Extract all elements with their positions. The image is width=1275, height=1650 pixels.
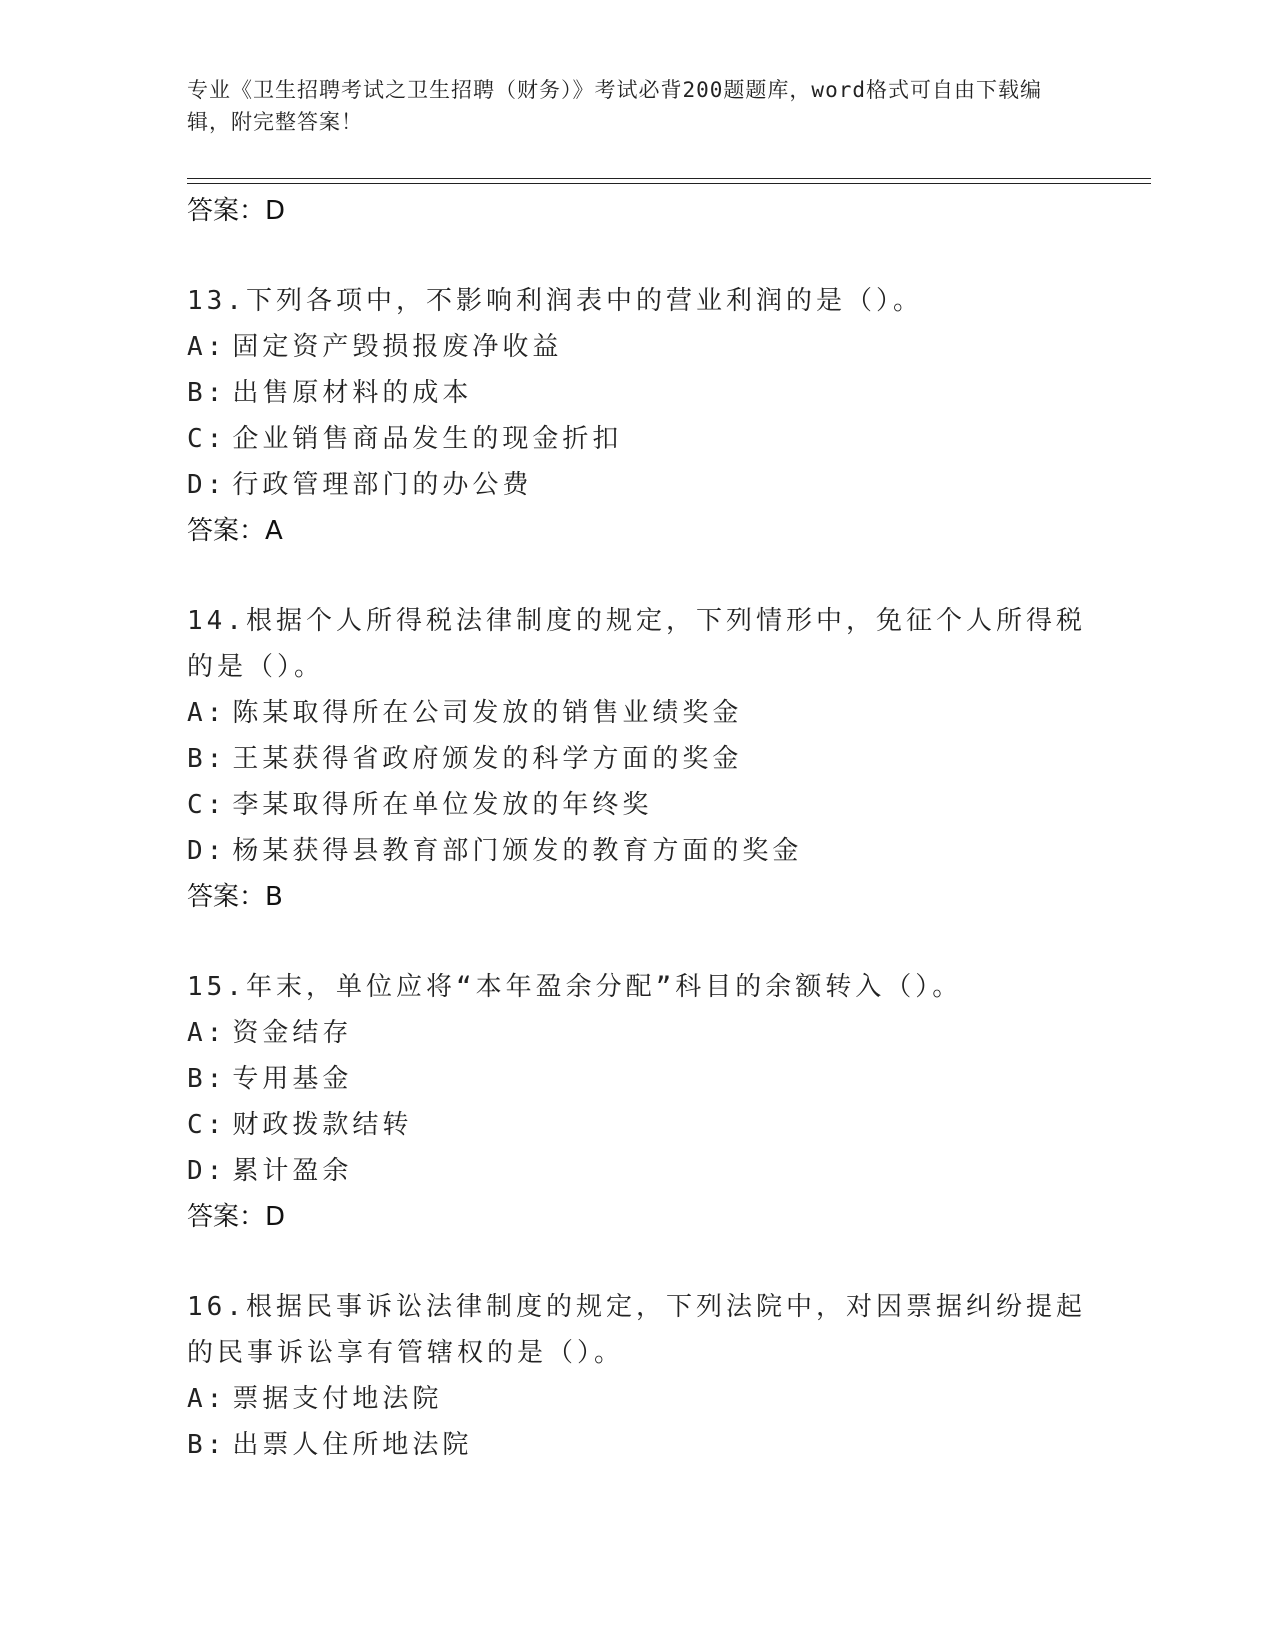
option-letter: B:	[187, 1430, 227, 1460]
option-c	[187, 782, 1151, 828]
option-letter: B:	[187, 378, 227, 408]
option-letter: A:	[187, 698, 227, 728]
option-text: 固定资产毁损报废净收益	[232, 332, 563, 362]
question-text: 14.根据个人所得税法律制度的规定，下列情形中，免征个人所得税的是（）。	[187, 606, 1086, 682]
question-list	[187, 188, 1151, 1468]
option-letter: D:	[187, 470, 227, 500]
option-letter: B:	[187, 744, 227, 774]
option-text: 行政管理部门的办公费	[232, 470, 533, 500]
option-b	[187, 736, 1151, 782]
option-text: 累计盈余	[232, 1156, 353, 1186]
option-a	[187, 324, 1151, 370]
option-letter: C:	[187, 1110, 227, 1140]
option-letter: D:	[187, 1156, 227, 1186]
option-text: 企业销售商品发生的现金折扣	[232, 424, 623, 454]
option-text: 杨某获得县教育部门颁发的教育方面的奖金	[232, 836, 803, 866]
answer-line: 答案：D	[187, 1202, 286, 1232]
option-text: 李某取得所在单位发放的年终奖	[232, 790, 653, 820]
option-a	[187, 1010, 1151, 1056]
option-letter: A:	[187, 1384, 227, 1414]
option-text: 出票人住所地法院	[232, 1430, 473, 1460]
document-header: 专业《卫生招聘考试之卫生招聘（财务）》考试必背200题题库，word格式可自由下载编辑，附完整答案！	[187, 78, 1042, 134]
option-d	[187, 828, 1151, 874]
answer-line: 答案：D	[187, 196, 286, 226]
option-text: 出售原材料的成本	[232, 378, 473, 408]
option-b	[187, 1056, 1151, 1102]
question-block	[187, 1284, 1151, 1468]
option-letter: D:	[187, 836, 227, 866]
option-a	[187, 690, 1151, 736]
option-b	[187, 1422, 1151, 1468]
option-b	[187, 370, 1151, 416]
option-c	[187, 1102, 1151, 1148]
question-text: 15.年末，单位应将“本年盈余分配”科目的余额转入（）。	[187, 972, 963, 1002]
answer-line: 答案：A	[187, 516, 283, 546]
option-text: 票据支付地法院	[232, 1384, 443, 1414]
header-divider-top	[187, 178, 1151, 179]
option-letter: A:	[187, 332, 227, 362]
option-a	[187, 1376, 1151, 1422]
option-text: 王某获得省政府颁发的科学方面的奖金	[232, 744, 743, 774]
option-letter: B:	[187, 1064, 227, 1094]
option-text: 陈某取得所在公司发放的销售业绩奖金	[232, 698, 743, 728]
option-text: 专用基金	[232, 1064, 353, 1094]
answer-line: 答案：B	[187, 882, 283, 912]
option-c	[187, 416, 1151, 462]
question-text: 13.下列各项中，不影响利润表中的营业利润的是（）。	[187, 286, 923, 316]
option-letter: C:	[187, 790, 227, 820]
question-text: 16.根据民事诉讼法律制度的规定，下列法院中，对因票据纠纷提起的民事诉讼享有管辖权的是（）。	[187, 1292, 1086, 1368]
question-block	[187, 598, 1151, 920]
header-divider-bottom	[187, 183, 1151, 184]
question-block	[187, 964, 1151, 1240]
option-d	[187, 462, 1151, 508]
option-d	[187, 1148, 1151, 1194]
option-text: 财政拨款结转	[232, 1110, 413, 1140]
option-text: 资金结存	[232, 1018, 353, 1048]
option-letter: C:	[187, 424, 227, 454]
option-letter: A:	[187, 1018, 227, 1048]
question-block	[187, 278, 1151, 554]
